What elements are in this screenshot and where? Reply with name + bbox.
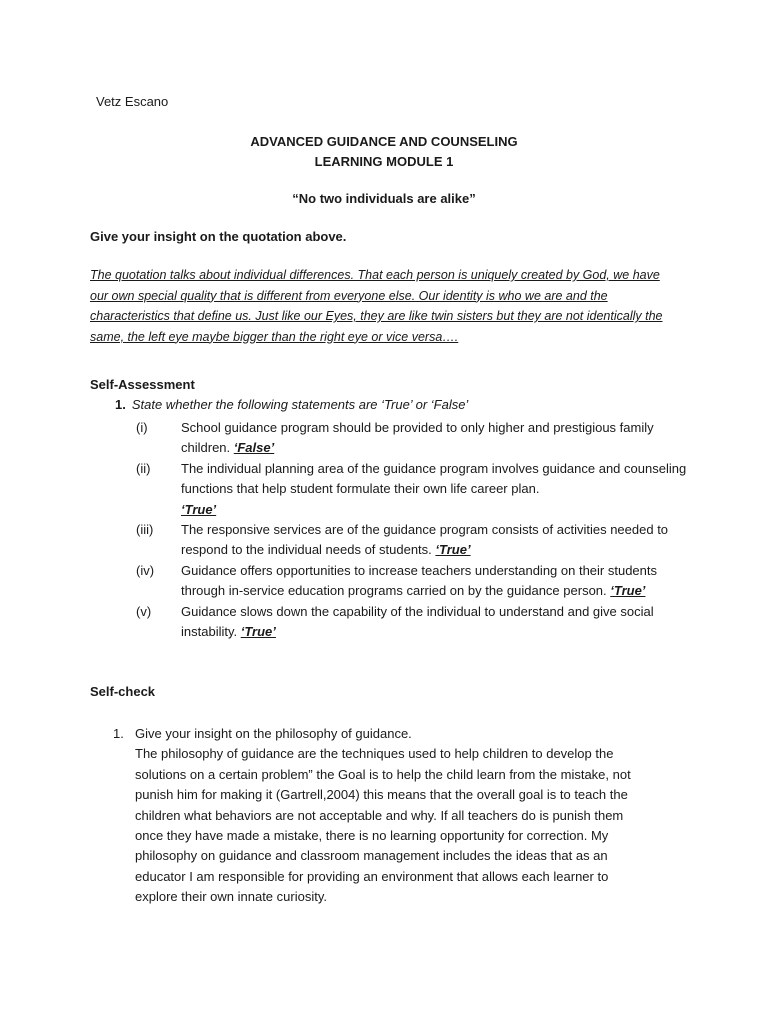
self-assessment-heading: Self-Assessment: [90, 377, 195, 392]
self-assessment-question: [115, 397, 468, 412]
item-numeral: (ii): [136, 460, 151, 476]
question-number: 1.: [113, 726, 124, 741]
statement-list: [136, 418, 696, 642]
document-subtitle: LEARNING MODULE 1: [314, 154, 454, 169]
list-item: [136, 418, 696, 459]
item-answer: ‘False’: [233, 440, 275, 456]
item-answer: ‘True’: [435, 542, 471, 558]
answer-line: The philosophy of guidance are the techniques used to help children to develop the: [135, 746, 614, 762]
document-title: ADVANCED GUIDANCE AND COUNSELING: [250, 134, 518, 149]
question-number: 1.: [115, 397, 126, 412]
list-item: [136, 459, 696, 520]
answer-line: explore their own innate curiosity.: [135, 889, 327, 905]
self-check-heading: Self-check: [90, 684, 156, 699]
item-text: Guidance slows down the capability of the individual to understand and give social instability.: [181, 603, 654, 640]
item-text: The individual planning area of the guidance program involves guidance and counseling functions that help student formulate their own life career plan.: [181, 460, 687, 497]
insight-line: characteristics that define us. Just like our Eyes, they are like twin sisters but they are not identically the: [90, 309, 663, 323]
item-answer: ‘True’: [610, 583, 646, 599]
insight-line: same, the left eye maybe bigger than the right eye or vice versa….: [90, 329, 459, 344]
item-numeral: (i): [136, 420, 148, 435]
list-item: [136, 520, 696, 561]
item-text: The responsive services are of the guidance program consists of activities needed to respond to the individual needs of students.: [181, 522, 669, 558]
list-item: [136, 561, 696, 602]
item-text: Guidance offers opportunities to increase teachers understanding on their students through in-service education programs carried on by the guidance person.: [181, 562, 658, 599]
self-check-question: [113, 724, 693, 908]
author-name: Vetz Escano: [96, 94, 169, 109]
answer-line: punish him for making it (Gartrell,2004) this means that the overall goal is to teach the: [135, 787, 628, 803]
insight-answer: [90, 265, 680, 347]
answer-line: children what behaviors are not acceptable and why. If all teachers do is punish them: [135, 807, 624, 823]
quotation: “No two individuals are alike”: [292, 191, 476, 206]
item-numeral: (v): [136, 603, 152, 619]
answer-line: once they have made a mistake, there is no learning opportunity for correction. My: [135, 828, 609, 844]
insight-line: our own special quality that is different from everyone else. Our identity is who we are and the: [90, 288, 608, 303]
list-item: [136, 602, 696, 643]
insight-prompt: Give your insight on the quotation above.: [90, 229, 347, 244]
item-text: School guidance program should be provided to only higher and prestigious family children.: [181, 420, 654, 456]
answer-line: philosophy on guidance and classroom management includes the ideas that as an: [135, 848, 608, 864]
item-answer: ‘True’: [181, 501, 217, 517]
item-answer: ‘True’: [240, 624, 276, 640]
insight-line: The quotation talks about individual differences. That each person is uniquely created by God, we have: [90, 268, 660, 282]
answer-line: solutions on a certain problem” the Goal is to help the child learn from the mistake, not: [135, 766, 631, 782]
answer-line: educator I am responsible for providing an environment that allows each learner to: [135, 868, 609, 884]
item-numeral: (iv): [136, 562, 155, 578]
item-numeral: (iii): [136, 522, 154, 538]
question-text: Give your insight on the philosophy of guidance.: [135, 726, 412, 741]
question-text: State whether the following statements are ‘True’ or ‘False’: [131, 397, 469, 412]
